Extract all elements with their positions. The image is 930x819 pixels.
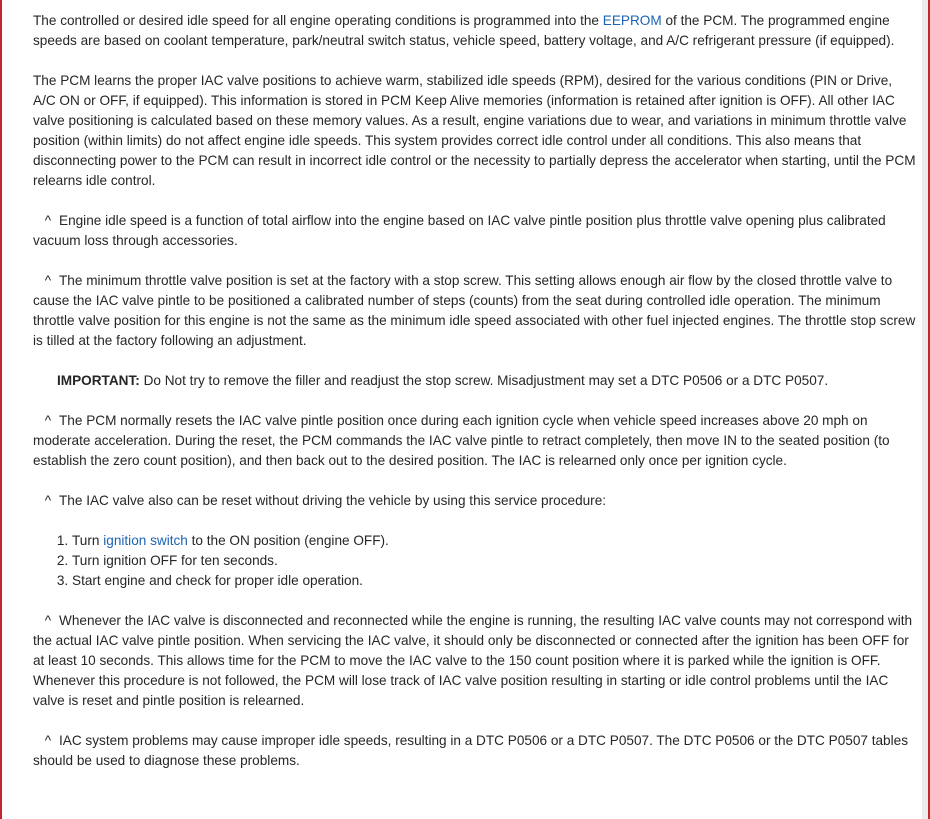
bullet-text: The IAC valve also can be reset without driving the vehicle by using this service procedure: — [59, 493, 607, 508]
procedure-steps-list — [33, 531, 917, 591]
important-text: Do Not try to remove the filler and readjust the stop screw. Misadjustment may set a DTC P0506 or a DTC P0507. — [139, 373, 829, 388]
important-label: IMPORTANT: — [57, 373, 140, 388]
bullet-item-service-procedure — [33, 491, 917, 511]
window-left-border — [0, 0, 2, 819]
paragraph-text: The controlled or desired idle speed for all engine operating conditions is programmed into the — [33, 13, 603, 28]
caret-marker: ^ — [44, 413, 52, 428]
step-text: to the ON position (engine OFF). — [187, 533, 389, 548]
bullet-item-throttle-stop — [33, 271, 917, 351]
caret-marker: ^ — [44, 273, 52, 288]
important-note — [33, 371, 917, 391]
caret-marker: ^ — [44, 493, 52, 508]
eeprom-link[interactable]: EEPROM — [602, 13, 662, 28]
document-body — [33, 11, 917, 791]
bullet-item-airflow — [33, 211, 917, 251]
paragraph-idle-speed-programming — [33, 11, 917, 51]
bullet-text: The PCM normally resets the IAC valve pintle position once during each ignition cycle when vehicle speed increases above 20 mph on moderate acceleration. During the reset, the PCM commands the IAC valve pintle to retract completely, then move IN to the seated position (to establish the zero count position), and then back out to the desired position. The IAC is relearned only once per ignition cycle. — [33, 413, 890, 468]
list-item-step-2: 2. Turn ignition OFF for ten seconds. — [72, 551, 917, 571]
bullet-text: Engine idle speed is a function of total airflow into the engine based on IAC valve pintle position plus throttle valve opening plus calibrated vacuum loss through accessories. — [33, 213, 886, 248]
paragraph-text: of the PCM. The programmed engine speeds are based on coolant temperature, park/neutral switch status, vehicle speed, battery voltage, and A/C refrigerant pressure (if equipped). — [33, 13, 895, 48]
caret-marker: ^ — [44, 733, 52, 748]
bullet-item-pcm-reset — [33, 411, 917, 471]
bullet-item-disconnect — [33, 611, 917, 711]
ignition-switch-link[interactable]: ignition switch — [103, 533, 188, 548]
list-item-step-3: 3. Start engine and check for proper idle operation. — [72, 571, 917, 591]
caret-marker: ^ — [44, 613, 52, 628]
bullet-text: Whenever the IAC valve is disconnected and reconnected while the engine is running, the resulting IAC valve counts may not correspond with the actual IAC valve pintle position. When servicing the IAC valve, it should only be disconnected or connected after the ignition has been OFF for at least 10 seconds. This allows time for the PCM to move the IAC valve to the 150 count position where it is parked while the ignition is OFF. Whenever this procedure is not followed, the PCM will lose track of IAC valve position resulting in starting or idle control problems until the IAC valve is reset and pintle position is relearned. — [33, 613, 913, 708]
bullet-item-dtc — [33, 731, 917, 771]
list-item-step-1 — [72, 531, 917, 551]
step-text: Turn — [72, 533, 104, 548]
bullet-text: The minimum throttle valve position is set at the factory with a stop screw. This setting allows enough air flow by the closed throttle valve to cause the IAC valve pintle to be positioned a calibrated number of steps (counts) from the seat during controlled idle operation. The minimum throttle valve position for this engine is not the same as the minimum idle speed associated with other fuel injected engines. The throttle stop screw is tilled at the factory following an adjustment. — [33, 273, 916, 348]
paragraph-pcm-learns: The PCM learns the proper IAC valve positions to achieve warm, stabilized idle speeds (RPM), desired for the various conditions (PIN or Drive, A/C ON or OFF, if equipped). This information is stored in PCM Keep Alive memories (information is retained after ignition is OFF). All other IAC valve positioning is calculated based on these memory values. As a result, engine variations due to wear, and variations in minimum throttle valve position (within limits) do not affect engine idle speeds. This system provides correct idle control under all conditions. This also means that disconnecting power to the PCM can result in incorrect idle control or the necessity to partially depress the accelerator when starting, until the PCM relearns idle control. — [33, 73, 916, 188]
bullet-text: IAC system problems may cause improper idle speeds, resulting in a DTC P0506 or a DTC P0507. The DTC P0506 or the DTC P0507 tables should be used to diagnose these problems. — [33, 733, 908, 768]
caret-marker: ^ — [44, 213, 52, 228]
